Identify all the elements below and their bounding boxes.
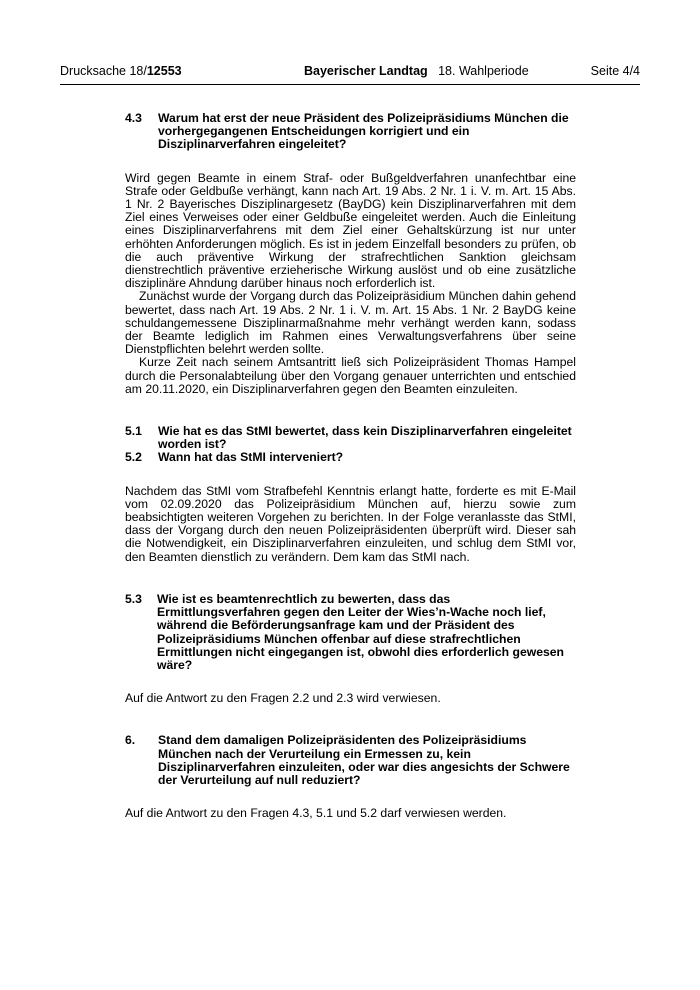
page-header xyxy=(60,64,640,80)
answer-4-3-paragraph-3: Kurze Zeit nach seinem Amtsantritt ließ sich Polizeipräsident Thomas Hampel durch die Personalabteilung über den Vorgang genauer unterrichten und entschied am 20.11.2020, ein Disziplinarverfahren gegen den Beamten einzuleiten. xyxy=(125,355,576,396)
document-number-value: 12553 xyxy=(146,64,182,78)
question-text: Stand dem damaligen Polizeipräsidenten des Polizeipräsidiums München nach der Verurteilung ein Ermessen zu, kein Disziplinarverfahren einzuleiten, oder war dies angesichts der Schwere der Verurteilung auf null reduziert? xyxy=(158,733,570,787)
answer-4-3-paragraph-2: Zunächst wurde der Vorgang durch das Polizeipräsidium München dahin gehend bewertet, dass nach Art. 19 Abs. 2 Nr. 1 i. V. m. Art. 15 Abs. 1 Nr. 2 BayDG keine schuldangemessene Disziplinarmaßnahme mehr verhängt werden kann, sodass der Beamte lediglich im Rahmen eines Verwaltungsverfahrens über seine Dienstpflichten belehrt werden sollte. xyxy=(125,289,576,357)
answer-5-3: Auf die Antwort zu den Fragen 2.2 und 2.3 wird verwiesen. xyxy=(125,691,441,706)
answer-6: Auf die Antwort zu den Fragen 4.3, 5.1 und 5.2 darf verwiesen werden. xyxy=(125,806,507,821)
question-number: 5.1 xyxy=(125,424,142,439)
question-4-3 xyxy=(125,112,576,152)
question-5-1 xyxy=(125,425,576,451)
document-body xyxy=(125,112,576,820)
parliament-info xyxy=(304,64,529,78)
parliament-name: Bayerischer Landtag xyxy=(304,64,428,78)
question-text: Wie ist es beamtenrechtlich zu bewerten, dass das Ermittlungsverfahren gegen den Leiter der Wies’n-Wache noch lief, während die Beförderungsanfrage kam und der Präsident des Polizeipräsidiums München offenbar auf diese strafrechtlichen Ermittlungen nicht eingegangen ist, obwohl dies erforderlich gewesen wäre? xyxy=(157,591,564,672)
question-number: 4.3 xyxy=(125,111,142,125)
question-text: Wann hat das StMI interveniert? xyxy=(158,450,344,465)
question-5-3 xyxy=(125,593,576,672)
header-rule xyxy=(60,84,640,85)
document-number xyxy=(60,64,182,78)
question-number: 5.2 xyxy=(125,450,142,465)
answer-4-3-paragraph-1: Wird gegen Beamte in einem Straf- oder Bußgeldverfahren unanfechtbar eine Strafe oder Geldbuße verhängt, kann nach Art. 19 Abs. 2 Nr. 1 i. V. m. Art. 15 Abs. 1 Nr. 2 Bayerisches Disziplinargesetz (BayDG) kein Disziplinarverfahren mit dem Ziel eines Verweises oder einer Geldbuße eingeleitet werden. Auch die Einleitung eines Disziplinarverfahrens mit dem Ziel einer Gehaltskürzung ist nur unter erhöhten Anforderungen möglich. Es ist in jedem Einzelfall besonders zu prüfen, ob die auch präventive Wirkung der strafrechtlichen Sanktion gleichsam dienstrechtlich präventive erzieherische Wirkung auslöst und ob eine zusätzliche disziplinäre Ahndung darüber hinaus noch erforderlich ist. xyxy=(125,170,576,291)
legislative-period: 18. Wahlperiode xyxy=(438,64,529,78)
question-5-2 xyxy=(125,451,576,464)
question-text: Wie hat es das StMI bewertet, dass kein Disziplinarverfahren eingeleitet worden ist? xyxy=(158,424,572,452)
document-number-prefix: Drucksache 18/ xyxy=(60,64,147,78)
question-number: 5.3 xyxy=(125,591,142,606)
question-number: 6. xyxy=(125,733,136,748)
page-indicator: Seite 4/4 xyxy=(590,64,640,78)
question-6 xyxy=(125,734,576,787)
question-text: Warum hat erst der neue Präsident des Polizeipräsidiums München die vorhergegangenen Entscheidungen korrigiert und ein Disziplinarverfahren eingeleitet? xyxy=(158,111,569,152)
answer-5-2: Nachdem das StMI vom Strafbefehl Kenntnis erlangt hatte, forderte es mit E-Mail vom 02.09.2020 das Polizeipräsidium München auf, hierzu sowie zum beabsichtigten weiteren Vorgehen zu berichten. In der Folge veranlasste das StMI, dass der Vorgang durch den neuen Polizeipräsidenten überprüft wird. Dieser sah die Notwendigkeit, ein Disziplinarverfahren einzuleiten, und schlug dem StMI vor, den Beamten dienstlich zu verändern. Dem kam das StMI nach. xyxy=(125,483,576,564)
